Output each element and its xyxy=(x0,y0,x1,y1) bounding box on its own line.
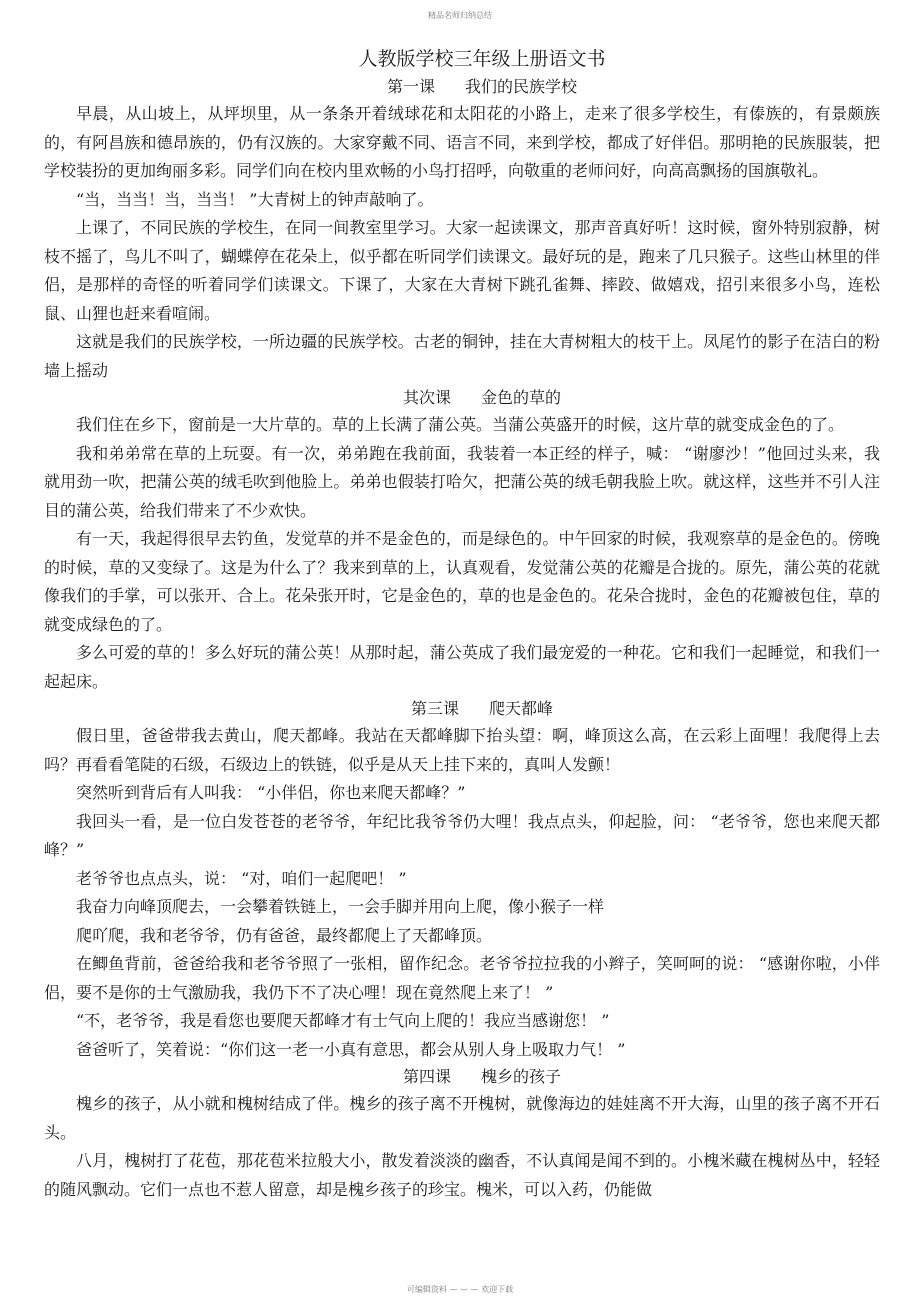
paragraph: 我回头一看，是一位白发苍苍的老爷爷，年纪比我爷爷仍大哩！我点点头，仰起脸，问： “老爷爷，您也来爬天都峰？” xyxy=(44,811,880,859)
document-title: 人教版学校三年级上册语文书 xyxy=(358,48,606,70)
paragraph: 我奋力向峰顶爬去，一会攀着铁链上，一会手脚并用向上爬，像小猴子一样 xyxy=(76,897,605,916)
paragraph: 有一天，我起得很早去钓鱼，发觉草的并不是金色的，而是绿色的。中午回家的时候，我观察草的是金色的。傍晚的时候，草的又变绿了。这是为什么了？我来到草的上，认真观看，发觉蒲公英的花瓣是合拢的。原先，蒲公英的花就像我们的手掌，可以张开、合上。花朵张开时，它是金色的，草的也是金色的。花朵合拢时，金色的花瓣被包住，草的就变成绿色的了。 xyxy=(44,529,880,634)
lesson-section xyxy=(44,696,880,1064)
lesson-name: 槐乡的孩子 xyxy=(481,1067,562,1086)
lesson-heading xyxy=(44,385,880,411)
paragraph: 老爷爷也点点头，说： “对，咱们一起爬吧！ ” xyxy=(76,868,407,888)
paragraph: 我和弟弟常在草的上玩耍。有一次，弟弟跑在我前面，我装着一本正经的样子，喊： “谢廖沙！”他回过头来，我就用劲一吹，把蒲公英的绒毛吹到他脸上。弟弟也假装打哈欠，把蒲公英的绒毛朝我脸上吹。就这样，这些并不引人注目的蒲公英，给我们带来了不少欢快。 xyxy=(44,443,880,520)
paragraph: 我们住在乡下，窗前是一大片草的。草的上长满了蒲公英。当蒲公英盛开的时候，这片草的就变成金色的了。 xyxy=(76,415,845,434)
lesson-number: 第三课 xyxy=(410,699,459,718)
lesson-name: 金色的草的 xyxy=(481,388,562,407)
paragraph: 突然听到背后有人叫我： “小伴侣，你也来爬天都峰？” xyxy=(76,783,466,802)
paragraph: 这就是我们的民族学校，一所边疆的民族学校。古老的铜钟，挂在大青树粗大的枝干上。凤尾竹的影子在洁白的粉墙上摇动 xyxy=(44,332,880,380)
paragraph: 槐乡的孩子，从小就和槐树结成了伴。槐乡的孩子离不开槐树，就像海边的娃娃离不开大海，山里的孩子离不开石头。 xyxy=(44,1094,880,1142)
lessons-container xyxy=(44,74,880,1204)
paragraph: “不，老爷爷，我是看您也要爬天都峰才有士气向上爬的！我应当感谢您！ ” xyxy=(76,1011,610,1030)
paragraph: 八月，槐树打了花苞，那花苞米拉般大小，散发着淡淡的幽香，不认真闻是闻不到的。小槐米藏在槐树丛中，轻轻的随风飘动。它们一点也不惹人留意，却是槐乡孩子的珍宝。槐米，可以入药，仍能做 xyxy=(44,1151,880,1199)
document-content xyxy=(44,46,880,1204)
lesson-heading xyxy=(44,1064,880,1090)
lesson-number: 第一课 xyxy=(386,77,435,96)
lesson-section xyxy=(44,385,880,696)
lesson-number: 第四课 xyxy=(402,1067,451,1086)
lesson-heading xyxy=(44,74,880,100)
lesson-name: 爬天都峰 xyxy=(489,699,554,718)
paragraph: 多么可爱的草的！多么好玩的蒲公英！从那时起，蒲公英成了我们最宠爱的一种花。它和我们一起睡觉，和我们一起起床。 xyxy=(44,643,880,691)
lesson-number: 其次课 xyxy=(402,388,451,407)
header-note: 精品名师归纳总结 xyxy=(428,11,492,20)
paragraph: 上课了，不同民族的学校生，在同一间教室里学习。大家一起读课文，那声音真好听！这时候，窗外特别寂静，树枝不摇了，鸟儿不叫了，蝴蝶停在花朵上，似乎都在听同学们读课文。最好玩的是，跑来了几只猴子。这些山林里的伴侣，是那样的奇怪的听着同学们读课文。下课了，大家在大青树下跳孔雀舞、摔跤、做嬉戏，招引来很多小鸟，连松鼠、山狸也赶来看喧闹。 xyxy=(44,218,880,323)
footer-note: 可编辑资料 — — — 欢迎下载 xyxy=(406,1285,514,1294)
lesson-heading xyxy=(44,696,880,722)
paragraph: 在鲫鱼背前，爸爸给我和老爷爷照了一张相，留作纪念。老爷爷拉拉我的小辫子，笑呵呵的说： “感谢你啦，小伴侣，要不是你的士气激励我，我仍下不了决心哩！现在竟然爬上来了！ ” xyxy=(44,954,880,1002)
paragraph: “当，当当！当，当当！ ”大青树上的钟声敲响了。 xyxy=(76,189,434,209)
paragraph: 爸爸听了，笑着说：“你们这一老一小真有意思，都会从别人身上吸取力气！ ” xyxy=(76,1039,626,1059)
lesson-name: 我们的民族学校 xyxy=(465,77,578,96)
paragraph: 早晨，从山坡上，从坪坝里，从一条条开着绒球花和太阳花的小路上，走来了很多学校生，有傣族的，有景颇族的，有阿昌族和德昂族的，仍有汉族的。大家穿戴不同、语言不同，来到学校，都成了好伴侣。那明艳的民族服装，把学校装扮的更加绚丽多彩。同学们向在校内里欢畅的小鸟打招呼，向敬重的老师问好，向高高飘扬的国旗敬礼。 xyxy=(44,104,880,180)
lesson-section xyxy=(44,74,880,385)
lesson-section xyxy=(44,1064,880,1204)
paragraph: 爬吖爬，我和老爷爷，仍有爸爸，最终都爬上了天都峰顶。 xyxy=(76,925,493,945)
paragraph: 假日里，爸爸带我去黄山，爬天都峰。我站在天都峰脚下抬头望：啊，峰顶这么高，在云彩上面哩！我爬得上去吗？再看看笔陡的石级，石级边上的铁链，似乎是从天上挂下来的，真叫人发颤！ xyxy=(44,726,880,774)
